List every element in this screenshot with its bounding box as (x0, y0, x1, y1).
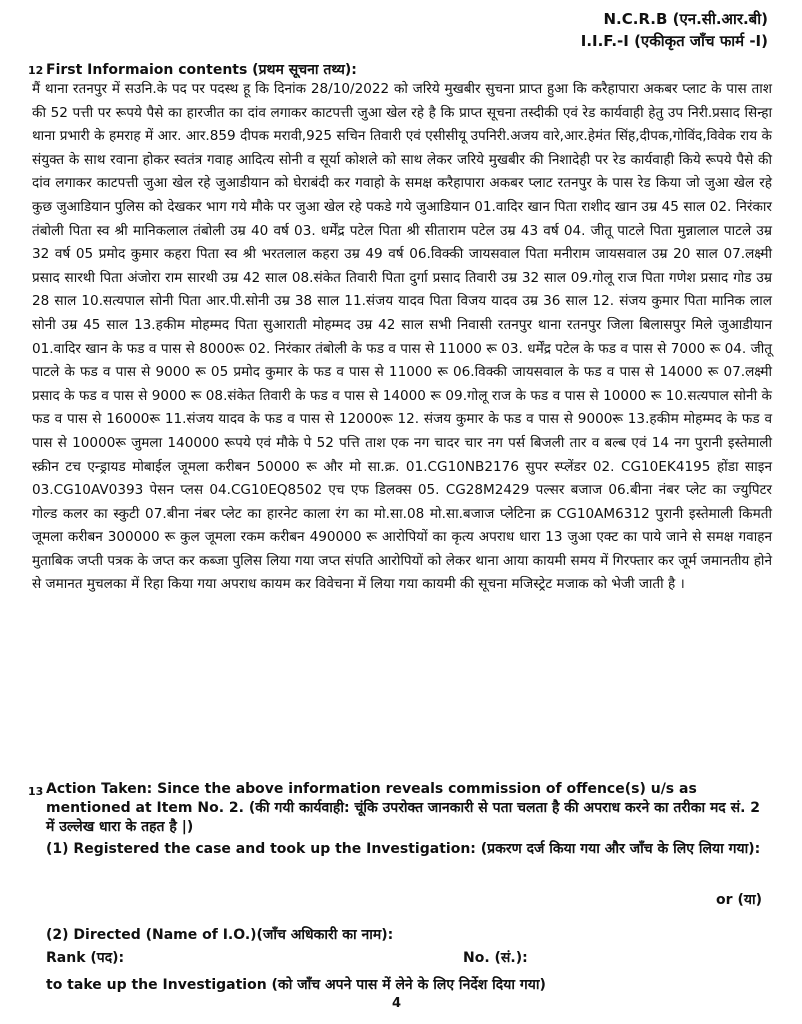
take-up-investigation: to take up the Investigation (को जाँच अपने पास में लेने के लिए निर्देश दिया गया) (46, 977, 546, 993)
directed-io-item: (2) Directed (Name of I.O.)(जाँच अधिकारी का नाम): (46, 927, 394, 943)
rank-label: Rank (पद): (46, 950, 125, 966)
section-12-title: First Informaion contents (प्रथम सूचना तथ्य): (46, 62, 357, 78)
header-ncrb: N.C.R.B (एन.सी.आर.बी) (603, 10, 768, 28)
or-separator: or (या) (716, 892, 762, 908)
section-12-number: 12 (28, 64, 44, 77)
header-iif-form: I.I.F.-I (एकीकृत जाँच फार्म -I) (580, 32, 768, 50)
section-13-number: 13 (28, 785, 44, 798)
first-information-contents: मैं थाना रतनपुर में सउनि.के पद पर पदस्थ हू कि दिनांक 28/10/2022 को जरिये मुखबीर सुचना प्राप्त हुआ कि करैहापारा अकबर प्लाट के पास ताश की 52 पत्ती पर रूपये पैसे का हारजीत का दांव लगाकर काटपत्ती जुआ खेल रहे है कि प्राप्त सूचना तस्दीकी एवं रेड कार्यवाही हेतु उप निरी.प्रसाद सिन्हा थाना प्रभारी के हमराह में आर. आर.859 दीपक मरावी,925 सचिन तिवारी एवं एसीसीयू उपनिरी.अजय वारे,आर.हेमंत सिंह,दीपक,गोविंद,विवेक राय के संयुक्त के साथ रवाना होकर स्वतंत्र गवाह आदित्य सोनी व सूर्या कोशले को साथ लेकर जरिये मुखबीर की निशादेही पर रेड कार्यवाही किये रूपये पैसे की दांव लगाकर काटपत्ती जुआ खेल रहे जुआडीयान को घेराबंदी कर गवाहो के समक्ष करैहापारा अकबर प्लाट रतनपुर के पास रेड किया जो जुआ खेल रहे कुछ जुआडियान पुलिस को देखकर भाग गये मौके पर जुआ खेल रहे पकडे गये जुआडियान 01.वादिर खान पिता राशीद खान उम्र 45 साल 02. निरंकार तंबोली पिता स्व श्री मानिकलाल तंबोली उम्र 40 वर्ष 03. धर्मेंद्र पटेल पिता श्री सीताराम पटेल उम्र 43 वर्ष 04. जीतू पाटले पिता मुन्नालाल पाटले उम्र 32 वर्ष 05 प्रमोद कुमार कहरा पिता स्व श्री भरतलाल कहरा उम्र 49 वर्ष 06.विक्की जायसवाल पिता मनीराम जायसवाल उम्र 20 साल 07.लक्ष्मी प्रसाद सारथी पिता अंजोरा राम सारथी उम्र 42 साल 08.संकेत तिवारी पिता दुर्गा प्रसाद तिवारी उम्र 32 साल 09.गोलू राज पिता गणेश प्रसाद गोड उम्र 28 साल 10.सत्यपाल सोनी पिता आर.पी.सोनी उम्र 38 साल 11.संजय यादव पिता विजय यादव उम्र 36 साल 12. संजय कुमार पिता मानिक लाल सोनी उम्र 45 साल 13.हकीम मोहम्मद पिता सुआराती मोहम्मद उम्र 42 साल सभी निवासी रतनपुर थाना रतनपुर जिला बिलासपुर मिले जुआडीयान 01.वादिर खान के फड व पास से 8000रू 02. निरंकार तंबोली के फड व पास से 11000 रू 03. धर्मेंद्र पटेल के फड व पास से 7000 रू 04. जीतू पाटले के फड व पास से 9000 रू 05 प्रमोद कुमार के फड व पास से 11000 रू 06.विक्की जायसवाल के फड व पास से 14000 रू 07.लक्ष्मी प्रसाद के फड व पास से 9000 रू 08.संकेत तिवारी के फड व पास से 14000 रू 09.गोलू राज के फड व पास से 10000 रू 10.सत्यपाल सोनी के फड व पास से 16000रू 11.संजय यादव के फड व पास से 12000रू 12. संजय कुमार के फड व पास से 9000रू 13.हकीम मोहम्मद के फड व पास से 10000रू जुमला 140000 रूपये एवं मौके पे 52 पत्ति ताश एक नग चादर चार नग पर्स बिजली तार व बल्ब एवं 14 नग पुरानी इस्तेमाली स्क्रीन टच एन्ड्रायड मोबाईल जूमला करीबन 50000 रू और मो सा.क्र. 01.CG10NB2176 सुपर स्प्लेंडर 02. CG10EK4195 होंडा साइन 03.CG10AV0393 पेसन प्लस 04.CG10EQ8502 एच एफ डिलक्स 05. CG28M2429 पल्सर बजाज 06.बीना नंबर प्लेट का ज्युपिटर गोल्ड कलर का स्कुटी 07.बीना नंबर प्लेट का हारनेट काला रंग का मो.सा.08 मो.सा.बजाज प्लेटिना क्र CG10AM6312 पुरानी इस्तेमाली किमती जूमला करीबन 300000 रू कुल जूमला रकम करीबन 490000 रू आरोपियों का कृत्य अपराध धारा 13 जुआ एक्ट का पाये जाने से समक्ष गवाहन मुताबिक जप्ती पत्रक के जप्त कर कब्जा पुलिस लिया गया जप्त संपति आरोपियों को लेकर थाना आया कायमी समय में गिरफ्तार कर जूर्म जमानतीय होने से जमानत मुचलका में रिहा किया गया अपराध कायम कर विवेचना में लिया गया कायमी की सूचना मजिस्ट्रेट मजाक को भेजी जाती है । (32, 81, 772, 593)
page-number: 4 (392, 996, 402, 1011)
action-taken-title: Action Taken: Since the above information reveals commission of offence(s) u/s as mentioned at Item No. 2. (की गयी कार्यवाही: चूंकि उपरोक्त जानकारी से पता चलता है की अपराध करने का तरीका मद सं. 2 में उल्लेख धारा के तहत है |) (46, 781, 761, 835)
registered-case-item: (1) Registered the case and took up the Investigation: (प्रकरण दर्ज किया गया और जाँच के लिए लिया गया): (46, 841, 761, 857)
number-label: No. (सं.): (463, 950, 528, 966)
